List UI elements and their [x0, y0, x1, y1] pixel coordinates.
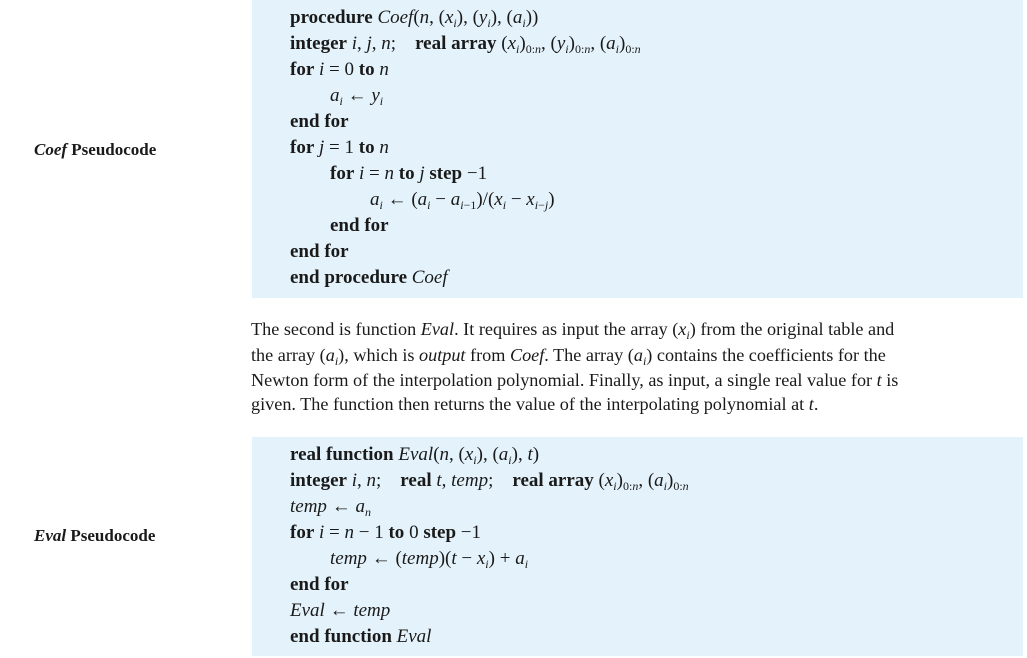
kw-integer: integer: [290, 470, 347, 491]
para-text: given. The function then returns the value of the interpolating polynomial at: [251, 393, 809, 414]
coef-line-7: for i = n to j step −1: [330, 163, 488, 184]
kw-procedure: procedure: [290, 7, 373, 28]
coef-code-block: [252, 0, 1023, 298]
var-temp: temp: [353, 600, 391, 621]
coef-line-2: integer i, j, n; real array $(x_i)_{0:n}$, $(y_i)_{0:n}$, $(a_i)_{0:n}$: [290, 33, 641, 56]
para-text: Newton form of the interpolation polynomial. Finally, as input, a single real value for: [251, 370, 877, 390]
kw-end-function: end function: [290, 626, 392, 647]
coef-line-9: end for: [330, 215, 389, 236]
eval-line-4: for i = n − 1 to 0 step −1: [290, 522, 482, 543]
kw-real: real: [400, 470, 432, 491]
para-text: the array (: [251, 344, 326, 365]
para-eval: Eval: [420, 319, 455, 339]
coef-label-word: Pseudocode: [71, 140, 157, 159]
eval-line-7: Eval ← temp: [290, 600, 391, 621]
kw-integer: integer: [290, 33, 347, 54]
kw-to: to: [358, 59, 375, 80]
coef-line-5: end for: [290, 111, 349, 132]
eval-code-block: [252, 437, 1023, 656]
para-line-4: [251, 393, 1023, 417]
kw-to: to: [388, 522, 405, 543]
para-text: from: [465, 344, 510, 365]
kw-for: for: [290, 522, 315, 543]
eval-name: Eval: [396, 626, 432, 647]
coef-line-4: $a_i$ ← $y_i$: [330, 85, 384, 108]
kw-for: for: [290, 59, 315, 80]
eval-label-word: Pseudocode: [70, 526, 156, 545]
eval-name: Eval: [398, 444, 434, 465]
kw-real-function: real function: [290, 444, 394, 465]
var-temp: temp: [401, 548, 439, 569]
para-coef: Coef: [509, 344, 545, 365]
description-paragraph: [251, 318, 1023, 416]
kw-to: to: [398, 163, 415, 184]
kw-step: step: [429, 163, 463, 184]
coef-line-11: [290, 266, 448, 290]
para-t: t: [876, 370, 882, 390]
coef-name: Coef: [411, 267, 448, 288]
kw-to: to: [358, 137, 375, 158]
var-temp: temp: [330, 548, 367, 569]
kw-for: for: [330, 163, 355, 184]
eval-line-1: real function Eval(n, $(x_i)$, $(a_i)$, t): [290, 444, 540, 467]
coef-line-8: $a_i$ ← $(a_i - a_{i-1})/(x_i - x_{i-j})$: [370, 189, 555, 212]
para-text: . It requires as input the array (: [454, 319, 679, 339]
eval-line-2: integer i, n; real t, temp; real array $(x_i)_{0:n}$, $(a_i)_{0:n}$: [290, 470, 689, 493]
para-text: .: [813, 393, 819, 414]
eval-label-name: Eval: [34, 526, 67, 545]
coef-label-name: Coef: [34, 140, 68, 159]
para-t: t: [808, 393, 814, 414]
para-text: ), which is: [338, 344, 419, 365]
coef-line-10: end for: [290, 241, 349, 262]
eval-name: Eval: [290, 600, 325, 621]
var-temp: temp: [290, 496, 327, 517]
kw-real-array: real array: [512, 470, 594, 491]
coef-pseudocode-label: [34, 140, 156, 160]
eval-line-3: temp ← $a_n$: [290, 496, 371, 519]
kw-step: step: [423, 522, 457, 543]
var-temp: temp: [451, 470, 489, 491]
eval-line-6: end for: [290, 574, 349, 595]
para-text: is: [881, 370, 899, 390]
para-line-3: [251, 369, 1023, 393]
eval-line-8: [290, 625, 431, 649]
eval-line-5: temp ← (temp)(t − $x_i) + a_i$: [330, 548, 529, 571]
coef-line-3: for i = 0 to n: [290, 59, 389, 80]
para-text: . The array (: [544, 344, 634, 365]
para-line-2: the array $(a_i)$, which is output from Coef. The array $(a_i)$ contains the coefficients for the: [251, 344, 886, 368]
kw-real-array: real array: [415, 33, 497, 54]
coef-line-6: for j = 1 to n: [290, 137, 389, 158]
coef-name: Coef: [377, 7, 414, 28]
kw-for: for: [290, 137, 315, 158]
para-text: ) from the original table and: [689, 319, 895, 339]
kw-end-procedure: end procedure: [290, 267, 407, 288]
para-output: output: [419, 344, 466, 365]
para-text: The second is function: [251, 319, 421, 339]
para-text: ) contains the coefficients for the: [646, 344, 886, 365]
para-line-1: The second is function Eval. It requires as input the array $(x_i)$ from the original table and: [251, 319, 895, 342]
eval-pseudocode-label: [34, 526, 155, 546]
coef-line-1: procedure Coef(n, $(x_i)$, $(y_i)$, $(a_i)$): [290, 7, 539, 30]
